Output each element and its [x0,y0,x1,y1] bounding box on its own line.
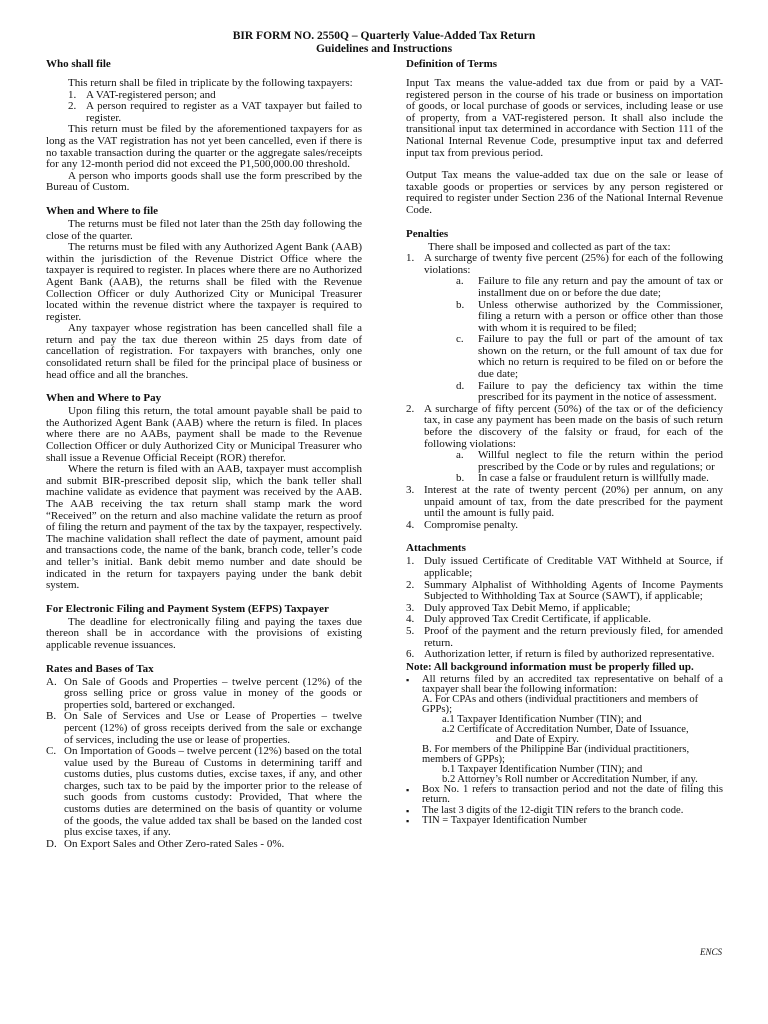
paragraph: Upon filing this return, the total amount payable shall be paid to the Authorized Agent Bank (AAB) where the return is filed. In places where there are no AABs, payment shall be made to the Revenue Collection Officer or duly Authorized City or Municipal Treasurer who shall issue a Revenue Official Receipt (ROR) therefor. [46,405,362,464]
bullet-icon: ▪ [406,785,410,796]
footer-code: ENCS [699,947,722,957]
sub-list [406,450,723,485]
who-shall-file-section [46,58,362,194]
list-item: b. In case a false or fraudulent return is willfully made. [456,472,709,485]
when-where-file-heading: When and Where to file [46,204,159,217]
left-column [46,58,362,850]
list-item: 1. A VAT-registered person; and [68,88,216,101]
list-item: 2. Summary Alphalist of Withholding Agents of Income Payments Subjected to Withholding Tax at Source (SAWT), if applicable; [406,578,723,603]
bullet-icon: ▪ [406,805,410,816]
input-tax-definition: Input Tax means the value-added tax due from or paid by a VAT-registered person in the course of his trade or business on importation of goods, or local purchase of goods or services, including lease or use of property, from a VAT-registered person. It shall also include the transitional input tax determined in accordance with Section 111 of the National Internal Revenue Code, presumptive input tax and deferred input tax from previous period. [406,77,723,159]
list-item: a. Failure to file any return and pay the amount of tax or installment due on or before the due date; [456,275,723,299]
rates-section [46,663,362,851]
list-item: B. On Sale of Services and Use or Lease of Properties – twelve percent (12%) of gross receipts derived from the sale or exchange of services, including the use or lease of properties. [46,710,362,746]
bullet-icon: ▪ [406,674,410,685]
list-item: C. On Importation of Goods – twelve percent (12%) based on the total value used by the Bureau of Customs in determining tariff and customs duties, plus customs duties, excise taxes, if any, and other charges, such tax to be paid by the importer prior to the release of such goods from customs custody: Provided, That where the customs duties are determined on the basis of quantity or volume of the goods, the value added tax shall be based on the landed cost plus excise taxes, if any. [46,745,362,839]
sub-list [406,276,723,404]
definitions-heading: Definition of Terms [406,58,498,70]
definitions-section [406,58,723,217]
attachments-heading: Attachments [406,542,466,555]
form-title [0,30,768,56]
when-where-pay-heading: When and Where to Pay [46,392,162,405]
bullet-icon: ▪ [406,815,410,826]
note-sub-b: B. For members of the Philippine Bar (individual practitioners, members of GPPs); [422,744,690,766]
list-item: 3. Duly approved Tax Debit Memo, if applicable; [406,601,631,614]
note-sub-a: A. For CPAs and others (individual practitioners and members of GPPs); [422,694,699,716]
note-heading: Note: All background information must be properly filled up. [406,660,694,673]
list-item: ▪ All returns filed by an accredited tax representative on behalf of a taxpayer shall bear the following information: [406,673,723,695]
note-sub-b1: b.1 Taxpayer Identification Number (TIN); and [442,764,643,776]
note-sub-a2: a.2 Certificate of Accreditation Number, Date of Issuance, [442,724,689,736]
paragraph: The deadline for electronically filing and paying the taxes due thereon shall be in accordance with the provisions of existing applicable revenue issuances. [46,615,362,651]
list-item: c. Failure to pay the full or part of the amount of tax shown on the return, or the full amount of tax due for which no return is required to be filed on or before the due date; [456,333,723,381]
list-item: 5. Proof of the payment and the return previously filed, for amended return. [406,624,723,649]
penalties-heading: Penalties [406,227,449,240]
rates-heading: Rates and Bases of Tax [46,662,154,675]
list-item: 6. Authorization letter, if return is filed by authorized representative. [406,648,715,661]
list-item: A. On Sale of Goods and Properties – twelve percent (12%) of the gross selling price or gross value in money of the goods or properties sold, bartered or exchanged. [46,675,362,711]
list-item: D. On Export Sales and Other Zero-rated Sales - 0%. [46,837,285,850]
list-item: b. Unless otherwise authorized by the Commissioner, filing a return with a person or office other than those with whom it is required to be filed; [456,298,723,334]
list-item: 1. A surcharge of twenty five percent (25%) for each of the following violations: [406,252,723,276]
when-where-file-section [46,205,362,381]
list-item: 1. Duly issued Certificate of Creditable VAT Withheld at Source, if applicable; [406,555,723,579]
note-sub-b2: b.2 Attorney’s Roll number or Accreditation Number, if any. [442,774,698,786]
list-item: 2. A person required to register as a VAT taxpayer but failed to register. [68,100,362,124]
form-title-line-2: Guidelines and Instructions [315,43,453,55]
penalties-intro: There shall be imposed and collected as part of the tax: [428,240,671,253]
form-title-line-1: BIR FORM NO. 2550Q – Quarterly Value-Added Tax Return [232,30,536,42]
when-where-pay-section [46,392,362,592]
efps-heading: For Electronic Filing and Payment System (EFPS) Taxpayer [46,602,329,615]
who-shall-file-intro: This return shall be filed in triplicate by the following taxpayers: [68,77,353,89]
paragraph: Any taxpayer whose registration has been cancelled shall file a return and pay the tax due thereon within 25 days from date of cancellation of registration. For taxpayers with branches, only one consolidated return shall be filed for the principal place of business or head office and all the branches. [46,322,362,381]
list-item: 2. A surcharge of fifty percent (50%) of the tax or of the deficiency tax, in case any payment has been made on the basis of such return before the discovery of the falsity or fraud, for each of the following violations: [406,402,723,450]
list-item: a. Willful neglect to file the return within the period prescribed by the Code or by rules and regulations; or [456,449,723,473]
note-sub-a1: a.1 Taxpayer Identification Number (TIN); and [442,714,642,726]
list-item: 3. Interest at the rate of twenty percent (20%) per annum, on any unpaid amount of tax, from the date prescribed for the payment until the amount is fully paid. [406,484,723,520]
who-shall-file-heading: Who shall file [46,58,111,70]
output-tax-definition: Output Tax means the value-added tax due on the sale or lease of taxable goods or properties or services by any person registered or required to register under Section 236 of the National Internal Revenue Code. [406,169,723,216]
attachments-section [406,542,723,660]
paragraph: Where the return is filed with an AAB, taxpayer must accomplish and submit BIR-prescribed deposit slip, which the bank teller shall machine validate as evidence that payment was received by the AAB. The AAB receiving the tax return shall stamp mark the word “Received” on the return and also machine validate the return as proof of filing the return and payment of the tax by the taxpayer, respectively. The machine validation shall reflect the date of payment, amount paid and transactions code, the name of the bank, branch code, teller’s code and teller’s initial. Bank debit memo number and date should be indicated in the return for taxpayers paying under the bank debit system. [46,463,362,592]
list-item: 4. Duly approved Tax Credit Certificate, if applicable. [406,613,651,626]
list-item: d. Failure to pay the deficiency tax within the time prescribed for its payment in the notice of assessment. [456,379,723,404]
efps-section [46,603,362,652]
note-sub-a3: and Date of Expiry. [496,734,579,746]
paragraph: A person who imports goods shall use the form prescribed by the Bureau of Custom. [46,169,362,194]
list-item: ▪ The last 3 digits of the 12-digit TIN refers to the branch code. [406,804,684,816]
right-column [406,58,723,826]
penalties-section [406,228,723,532]
note-bullets [406,675,723,826]
list-item: ▪ TIN = Taxpayer Identification Number [406,814,588,826]
paragraph: The returns must be filed not later than the 25th day following the close of the quarter. [46,217,362,242]
list-item: 4. Compromise penalty. [406,518,518,531]
note-section [406,661,723,826]
paragraph: The returns must be filed with any Authorized Agent Bank (AAB) within the jurisdiction of the Revenue District Office where the taxpayer is required to register. In places where there are no Authorized Agent Bank (AAB), the returns shall be filed with the Revenue Collection Officer or duly Authorized City or Municipal Treasurer located within the revenue district where the taxpayer is required to register. [46,241,362,323]
list-item: ▪ Box No. 1 refers to transaction period and not the date of filing this return. [406,784,723,806]
paragraph: This return must be filed by the aforementioned taxpayers for as long as the VAT registration has not yet been cancelled, even if there is no taxable transaction during the quarter or the aggregate sales/receipts for any 12-month period did not exceed the P1,500,000.00 threshold. [46,123,362,171]
